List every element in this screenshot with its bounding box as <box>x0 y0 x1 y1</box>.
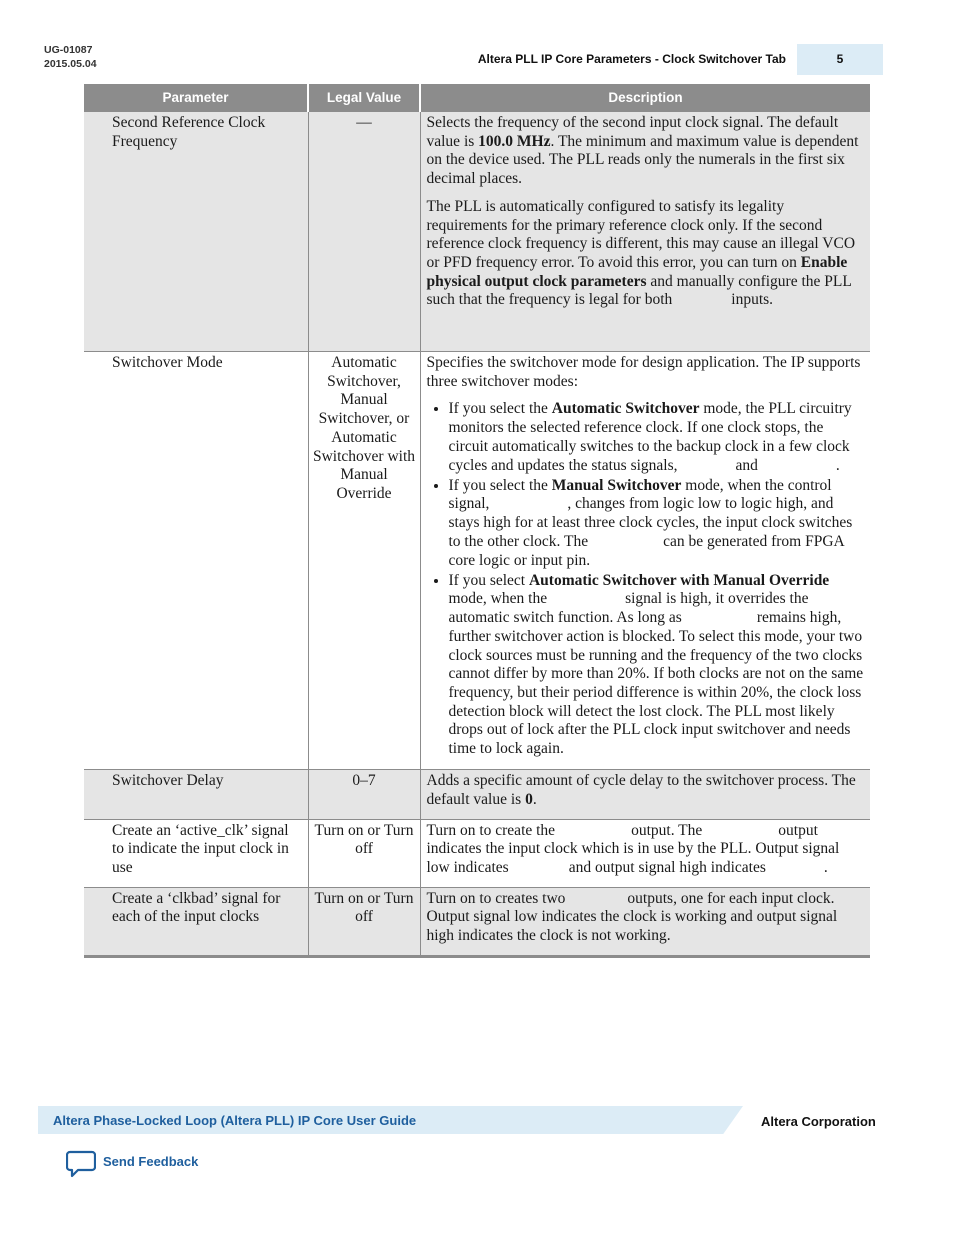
parameter-description <box>420 352 870 770</box>
list-item: • If you select the Manual Switchover mode, when the control signal, , changes from logic low to logic high, and stays high for at least three clock cycles, the input clock switches to the other clock. The can be generated from FPGA core logic or input pin. <box>449 477 865 571</box>
speech-bubble-icon[interactable] <box>66 1150 96 1178</box>
table-header-row <box>84 84 870 112</box>
parameter-name: Second Reference Clock Frequency <box>84 112 308 352</box>
doc-id: UG-01087 <box>44 44 93 56</box>
legal-value: 0–7 <box>308 770 420 819</box>
description-paragraph: The PLL is automatically configured to satisfy its legality requirements for the primary reference clock only. If the second reference clock frequency is different, this may cause an illegal VCO or PFD frequency error. To avoid this error, you can turn on Enable physical output clock parameters and manually configure the PLL such that the frequency is legal for both inputs. <box>426 197 856 309</box>
column-header-parameter: Parameter <box>84 84 308 112</box>
table-row <box>84 770 870 819</box>
list-item: • If you select the Automatic Switchover mode, the PLL circuitry monitors the selected reference clock. If one clock stops, the circuit automatically switches to the backup clock in a few clock cycles and updates the status signals, and . <box>449 400 865 475</box>
send-feedback-link[interactable]: Send Feedback <box>103 1154 199 1169</box>
doc-meta <box>44 43 97 71</box>
column-header-description: Description <box>420 84 870 112</box>
legal-value: Automatic Switchover, Manual Switchover, or Automatic Switchover with Manual Override <box>308 352 420 770</box>
parameter-name: Switchover Mode <box>84 352 308 770</box>
parameter-description: Adds a specific amount of cycle delay to the switchover process. The default value is 0. <box>420 770 870 819</box>
table-row <box>84 112 870 352</box>
legal-value: Turn on or Turn off <box>308 819 420 887</box>
page-number: 5 <box>797 44 883 75</box>
table-row <box>84 887 870 956</box>
legal-value: — <box>308 112 420 352</box>
parameter-description: Turn on to create the output. The output indicates the input clock which is in use by the PLL. Output signal low indicates and output signal high indicates . <box>420 819 870 887</box>
description-paragraph: Specifies the switchover mode for design application. The IP supports three switchover modes: <box>426 354 861 390</box>
column-header-legal-value: Legal Value <box>308 84 420 112</box>
parameter-name: Create a ‘clkbad’ signal for each of the input clocks <box>84 887 308 956</box>
parameter-name: Create an ‘active_clk’ signal to indicate the input clock in use <box>84 819 308 887</box>
doc-date: 2015.05.04 <box>44 58 97 70</box>
parameter-table <box>84 84 870 958</box>
parameter-description <box>420 112 870 352</box>
switchover-mode-list <box>427 400 865 758</box>
table-row <box>84 352 870 770</box>
description-paragraph: Selects the frequency of the second input clock signal. The default value is 100.0 MHz. The minimum and maximum value is dependent on the device used. The PLL reads only the numerals in the first six decimal places. <box>426 114 859 188</box>
guide-title-link[interactable]: Altera Phase-Locked Loop (Altera PLL) IP Core User Guide <box>53 1113 417 1128</box>
parameter-name: Switchover Delay <box>84 770 308 819</box>
list-item: • If you select Automatic Switchover with Manual Override mode, when the signal is high, it overrides the automatic switch function. As long as remains high, further switchover action is blocked. To select this mode, your two clock sources must be running and the frequency of the two clocks cannot differ by more than 20%. If both clocks are not on the same frequency, but their period difference is within 20%, the clock loss detection block will detect the lost clock. The PLL most likely drops out of lock after the PLL clock input switchover and needs time to lock again. <box>449 572 865 759</box>
table-row <box>84 819 870 887</box>
parameter-description: Turn on to creates two outputs, one for each input clock. Output signal low indicates the clock is working and output signal high indicates the clock is not working. <box>420 887 870 956</box>
legal-value: Turn on or Turn off <box>308 887 420 956</box>
company-name: Altera Corporation <box>761 1114 876 1129</box>
section-title: Altera PLL IP Core Parameters - Clock Switchover Tab <box>477 52 786 66</box>
